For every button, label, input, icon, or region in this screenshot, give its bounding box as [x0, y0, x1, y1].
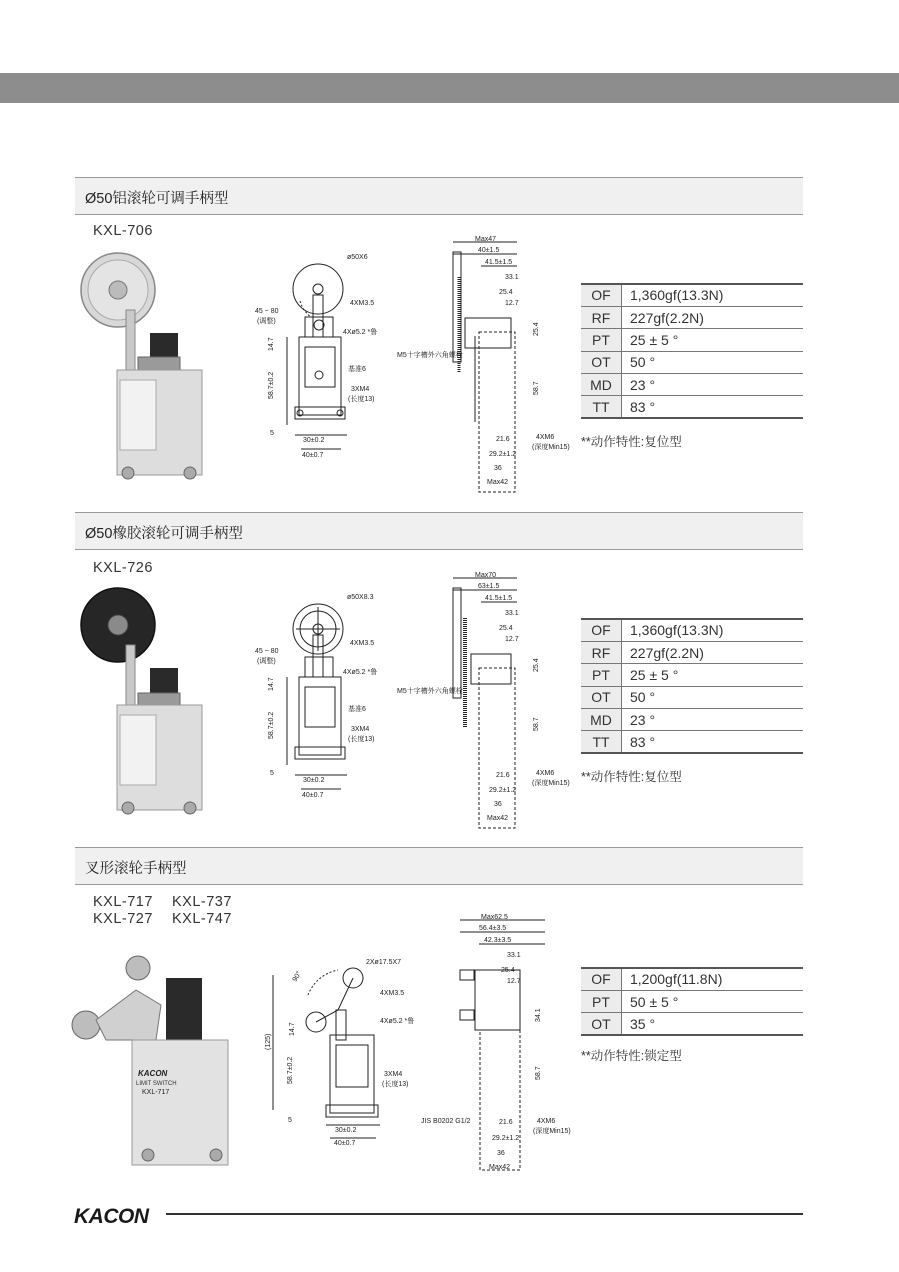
photo-model: KXL-717: [142, 1089, 170, 1096]
dim-40-side: 63±1.5: [478, 583, 500, 590]
dim-max-bottom: Max42: [487, 479, 509, 486]
dim-angle: 45 ~ 80: [255, 308, 279, 315]
product-photo: [80, 585, 210, 825]
dim-wheel: ø50X6: [347, 254, 368, 261]
dim-m6: 4XM6: [537, 1118, 556, 1125]
dim-33-1: 33.1: [507, 952, 521, 959]
dim-hex: M5十字槽外六角螺栓: [397, 688, 463, 695]
spec-row: [581, 641, 803, 663]
spec-row: [581, 374, 803, 396]
dim-36: 36: [494, 465, 502, 472]
front-view-drawing: [255, 585, 390, 805]
spec-value: 50 °: [622, 686, 804, 708]
photo-product: LIMIT SWITCH: [136, 1081, 177, 1087]
dim-30: 30±0.2: [303, 437, 325, 444]
spec-key: OF: [581, 968, 622, 990]
dim-25-4b: 34.1: [535, 1008, 542, 1022]
spec-key: MD: [581, 374, 622, 396]
section-header: [75, 177, 803, 215]
dim-m4-note: (长度13): [348, 396, 375, 403]
dim-41-5: 42.3±3.5: [484, 937, 512, 944]
model-number: KXL-747: [172, 911, 232, 927]
spec-row: [581, 396, 803, 418]
dim-m4: 3XM4: [384, 1071, 403, 1078]
section-header: [75, 847, 803, 885]
front-view-drawing: [258, 950, 415, 1150]
dim-m4: 3XM4: [351, 726, 370, 733]
dim-hole: 4Xø5.2 *鲁: [343, 669, 378, 676]
dim-14-7: 14.7: [268, 337, 275, 351]
spec-row: [581, 731, 803, 753]
dim-5: 5: [270, 430, 274, 437]
dim-max-top: Max70: [475, 572, 497, 579]
dim-14-7: 14.7: [289, 1022, 296, 1036]
spec-value: 23 °: [622, 374, 804, 396]
dim-m6-note: (深度Min15): [532, 444, 570, 451]
section-title: 叉形滚轮手柄型: [85, 861, 187, 877]
section-header: [75, 512, 803, 550]
dim-screw: 4XM3.5: [350, 640, 375, 647]
dim-angle-note: (调整): [257, 658, 276, 665]
spec-key: RF: [581, 306, 622, 328]
spec-value: 50 °: [622, 351, 804, 373]
spec-table: [581, 618, 803, 754]
dim-12-7: 12.7: [507, 978, 521, 985]
dim-ring: 基准6: [348, 706, 366, 713]
spec-row: [581, 619, 803, 641]
spec-row: [581, 709, 803, 731]
dim-30: 30±0.2: [303, 777, 325, 784]
dim-40: 40±0.7: [334, 1140, 356, 1147]
dim-29-2: 29.2±1.2: [492, 1135, 520, 1142]
model-number: KXL-737: [172, 894, 232, 910]
spec-value: 35 °: [622, 1013, 804, 1035]
dim-58-7-side: 58.7: [535, 1066, 542, 1080]
section-title: Ø50铝滚轮可调手柄型: [85, 191, 229, 207]
dim-m4: 3XM4: [351, 386, 370, 393]
front-view-drawing: [255, 245, 390, 465]
dim-41-5: 41.5±1.5: [485, 595, 513, 602]
dim-angle: 90°: [291, 970, 304, 983]
dim-5: 5: [288, 1117, 292, 1124]
dim-25-4a: 25.4: [499, 625, 513, 632]
dim-25-4a: 25.4: [499, 289, 513, 296]
top-banner: [0, 73, 899, 103]
dim-m6: 4XM6: [536, 434, 555, 441]
dim-max-top: Max47: [475, 236, 497, 243]
dim-ring: (125): [265, 1033, 272, 1050]
action-note: **动作特性:锁定型: [581, 1049, 682, 1063]
dim-hex: M5十字槽外六角螺栓: [397, 352, 463, 359]
spec-key: OT: [581, 686, 622, 708]
dim-screw: 4XM3.5: [350, 300, 375, 307]
spec-row: [581, 664, 803, 686]
spec-value: 1,360gf(13.3N): [622, 284, 804, 306]
model-number: KXL-726: [93, 560, 153, 576]
dim-29-2: 29.2±1.2: [489, 787, 517, 794]
spec-row: [581, 990, 803, 1012]
dim-25-4b: 25.4: [533, 658, 540, 672]
action-note: **动作特性:复位型: [581, 435, 682, 449]
dim-angle: 45 ~ 80: [255, 648, 279, 655]
dim-angle-note: (调整): [257, 318, 276, 325]
spec-key: MD: [581, 709, 622, 731]
side-view-drawing: [393, 232, 573, 490]
spec-key: PT: [581, 990, 622, 1012]
spec-row: [581, 306, 803, 328]
dim-hole: 4Xø5.2 *鲁: [343, 329, 378, 336]
dim-58-7: 58.7±0.2: [287, 1056, 294, 1084]
spec-table: [581, 283, 803, 419]
spec-key: TT: [581, 731, 622, 753]
spec-key: TT: [581, 396, 622, 418]
spec-value: 23 °: [622, 709, 804, 731]
dim-5: 5: [270, 770, 274, 777]
spec-key: OF: [581, 284, 622, 306]
spec-key: PT: [581, 664, 622, 686]
dim-33-1: 33.1: [505, 274, 519, 281]
spec-row: [581, 686, 803, 708]
dim-40: 40±0.7: [302, 452, 324, 459]
dim-36: 36: [497, 1150, 505, 1157]
spec-row: [581, 329, 803, 351]
dim-36: 36: [494, 801, 502, 808]
dim-max-top: Max62.5: [481, 914, 508, 921]
section-title: Ø50橡胶滚轮可调手柄型: [85, 526, 243, 542]
spec-key: RF: [581, 641, 622, 663]
dim-screw: 4XM3.5: [380, 990, 405, 997]
product-photo: [80, 245, 210, 490]
dim-21-6: 21.6: [496, 436, 510, 443]
kacon-logo: KACON: [74, 1205, 149, 1228]
product-photo: [66, 950, 236, 1170]
dim-40-side: 40±1.5: [478, 247, 500, 254]
dim-14-7: 14.7: [268, 677, 275, 691]
dim-58-7-side: 58.7: [533, 717, 540, 731]
dim-max-bottom: Max42: [489, 1164, 511, 1171]
spec-key: PT: [581, 329, 622, 351]
side-view-drawing: [415, 910, 580, 1175]
spec-value: 25 ± 5 °: [622, 329, 804, 351]
dim-21-6: 21.6: [496, 772, 510, 779]
model-number: KXL-717: [93, 894, 153, 910]
spec-value: 227gf(2.2N): [622, 306, 804, 328]
spec-value: 1,360gf(13.3N): [622, 619, 804, 641]
spec-value: 83 °: [622, 396, 804, 418]
dim-41-5: 41.5±1.5: [485, 259, 513, 266]
dim-12-7: 12.7: [505, 300, 519, 307]
dim-21-6: 21.6: [499, 1119, 513, 1126]
action-note: **动作特性:复位型: [581, 770, 682, 784]
dim-m4-note: (长度13): [348, 736, 375, 743]
dim-hole: 4Xø5.2 *鲁: [380, 1018, 415, 1025]
spec-key: OT: [581, 351, 622, 373]
dim-25-4b: 25.4: [533, 322, 540, 336]
dim-wheel: ø50X8.3: [347, 594, 374, 601]
dim-29-2: 29.2±1.2: [489, 451, 517, 458]
spec-row: [581, 968, 803, 990]
dim-ring: 基准6: [348, 366, 366, 373]
dim-40-side: 56.4±3.5: [479, 925, 507, 932]
spec-value: 83 °: [622, 731, 804, 753]
model-number: KXL-727: [93, 911, 153, 927]
dim-58-7: 58.7±0.2: [268, 371, 275, 399]
spec-value: 1,200gf(11.8N): [622, 968, 804, 990]
dim-m6-note: (深度Min15): [532, 780, 570, 787]
dim-25-4a: 25.4: [501, 967, 515, 974]
dim-58-7-side: 58.7: [533, 381, 540, 395]
dim-wheel: 2Xø17.5X7: [366, 959, 402, 966]
dim-33-1: 33.1: [505, 610, 519, 617]
dim-m6: 4XM6: [536, 770, 555, 777]
side-view-drawing: [393, 568, 573, 826]
footer-rule: [166, 1213, 803, 1215]
dim-58-7: 58.7±0.2: [268, 711, 275, 739]
spec-table: [581, 967, 803, 1036]
spec-row: [581, 1013, 803, 1035]
dim-40: 40±0.7: [302, 792, 324, 799]
dim-m4-note: (长度13): [382, 1081, 409, 1088]
photo-brand: KACON: [138, 1069, 168, 1078]
dim-hex: JIS B0202 G1/2: [421, 1118, 471, 1125]
spec-value: 25 ± 5 °: [622, 664, 804, 686]
dim-30: 30±0.2: [335, 1127, 357, 1134]
dim-12-7: 12.7: [505, 636, 519, 643]
dim-max-bottom: Max42: [487, 815, 509, 822]
spec-row: [581, 351, 803, 373]
spec-value: 50 ± 5 °: [622, 990, 804, 1012]
spec-key: OF: [581, 619, 622, 641]
spec-key: OT: [581, 1013, 622, 1035]
dim-m6-note: (深度Min15): [533, 1128, 571, 1135]
spec-row: [581, 284, 803, 306]
model-number: KXL-706: [93, 223, 153, 239]
spec-value: 227gf(2.2N): [622, 641, 804, 663]
